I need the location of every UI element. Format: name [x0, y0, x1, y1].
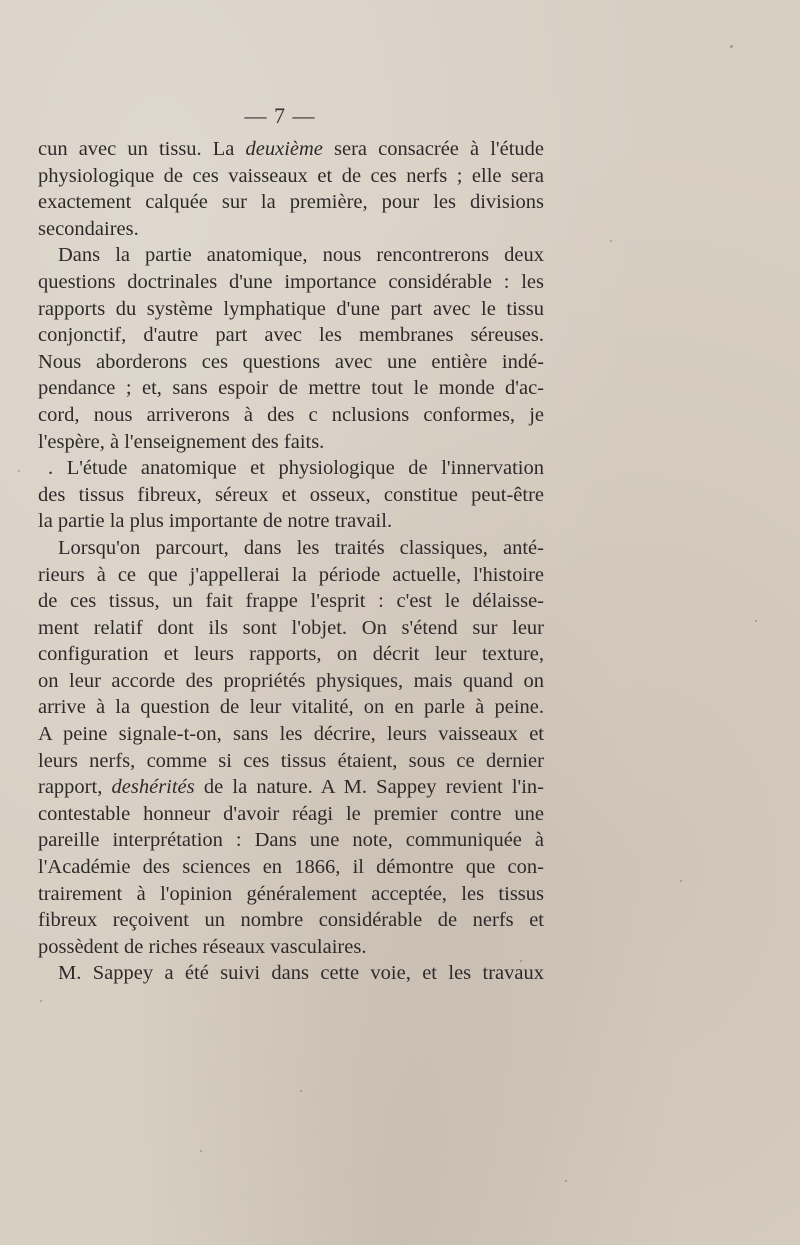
- text-line: [38, 375, 544, 402]
- text-line: [38, 588, 544, 615]
- text-line: [38, 482, 544, 509]
- paper-speck: [18, 470, 20, 472]
- text-line: [38, 641, 544, 668]
- paper-speck: [755, 620, 757, 622]
- text-line: [38, 535, 544, 562]
- paper-speck: [520, 960, 522, 962]
- paper-speck: [40, 1000, 42, 1002]
- text-segment: M. Sappey a été suivi dans cette voie, et les travaux: [58, 962, 544, 985]
- text-segment: sera consacrée à l'étude: [322, 138, 544, 160]
- text-segment: ment relatif dont ils sont l'objet. On s'étend sur leur: [38, 616, 544, 639]
- paper-speck: [730, 45, 733, 48]
- text-segment: l'Académie des sciences en 1866, il démontre que con-: [38, 856, 544, 879]
- text-segment: pareille interprétation : Dans une note, communiquée à: [38, 829, 544, 852]
- text-line: [38, 907, 544, 934]
- text-line: [38, 854, 544, 881]
- paper-speck: [680, 880, 682, 882]
- italic-text: deshérités: [111, 776, 195, 799]
- text-line: [38, 189, 544, 216]
- text-line: [38, 322, 544, 349]
- text-segment: configuration et leurs rapports, on décrit leur texture,: [38, 643, 544, 666]
- text-segment: rapports du système lymphatique d'une part avec le tissu: [38, 297, 544, 320]
- text-segment: Dans la partie anatomique, nous rencontrerons deux: [58, 244, 544, 267]
- text-segment: arrive à la question de leur vitalité, on en parle à peine.: [38, 696, 544, 719]
- paper-speck: [300, 1090, 302, 1092]
- text-segment: . L'étude anatomique et physiologique de l'innervation: [48, 457, 544, 480]
- text-segment: contestable honneur d'avoir réagi le premier contre une: [38, 802, 544, 825]
- text-segment: pendance ; et, sans espoir de mettre tout le monde d'ac-: [38, 377, 544, 400]
- text-segment: Lorsqu'on parcourt, dans les traités classiques, anté-: [58, 536, 544, 559]
- text-segment: rieurs à ce que j'appellerai la période actuelle, l'histoire: [38, 563, 544, 586]
- text-line: [38, 615, 544, 642]
- text-segment: l'espère, à l'enseignement des faits.: [38, 430, 325, 453]
- text-line: [38, 136, 544, 163]
- text-segment: possèdent de riches réseaux vasculaires.: [38, 935, 367, 958]
- text-line: [38, 508, 544, 535]
- text-line: [38, 349, 544, 376]
- text-line: [38, 668, 544, 695]
- text-segment: cord, nous arriverons à des c nclusions conformes, je: [38, 403, 544, 426]
- text-line: [38, 774, 544, 801]
- body-text: [38, 136, 544, 987]
- text-line: [38, 562, 544, 589]
- text-line: [38, 934, 544, 961]
- text-segment: la partie la plus importante de notre travail.: [38, 510, 393, 533]
- text-line: [38, 269, 544, 296]
- text-line: [38, 455, 544, 482]
- text-segment: conjonctif, d'autre part avec les membranes séreuses.: [38, 324, 544, 347]
- text-line: [38, 801, 544, 828]
- text-line: [38, 216, 544, 243]
- text-line: [38, 163, 544, 190]
- page-number: — 7 —: [244, 103, 316, 128]
- text-segment: des tissus fibreux, séreux et osseux, constitue peut-être: [38, 483, 544, 506]
- text-line: [38, 402, 544, 429]
- text-segment: physiologique de ces vaisseaux et de ces nerfs ; elle sera: [38, 164, 544, 187]
- paper-speck: [610, 240, 612, 242]
- text-line: [38, 721, 544, 748]
- text-segment: trairement à l'opinion généralement acceptée, les tissus: [38, 882, 544, 905]
- text-line: [38, 748, 544, 775]
- text-line: [38, 960, 544, 987]
- text-line: [38, 429, 544, 456]
- text-line: [38, 881, 544, 908]
- text-segment: fibreux reçoivent un nombre considérable de nerfs et: [38, 909, 544, 932]
- italic-text: deuxième: [245, 138, 323, 160]
- text-segment: A peine signale-t-on, sans les décrire, leurs vaisseaux et: [38, 723, 544, 746]
- text-line: [38, 827, 544, 854]
- paper-speck: [200, 1150, 202, 1152]
- text-segment: cun avec un tissu. La: [38, 138, 246, 160]
- text-segment: Nous aborderons ces questions avec une entière indé-: [38, 350, 544, 373]
- paper-speck: [565, 1180, 567, 1182]
- text-segment: rapport,: [38, 776, 112, 799]
- text-segment: secondaires.: [38, 217, 139, 240]
- text-segment: de ces tissus, un fait frappe l'esprit : c'est le délaisse-: [38, 590, 544, 613]
- text-line: [38, 242, 544, 269]
- text-line: [38, 296, 544, 323]
- text-segment: questions doctrinales d'une importance considérable : les: [38, 270, 544, 293]
- text-segment: de la nature. A M. Sappey revient l'in-: [194, 776, 544, 799]
- text-segment: exactement calquée sur la première, pour les divisions: [38, 191, 544, 214]
- text-segment: on leur accorde des propriétés physiques, mais quand on: [38, 669, 544, 692]
- text-line: [38, 694, 544, 721]
- text-segment: leurs nerfs, comme si ces tissus étaient, sous ce dernier: [38, 749, 544, 772]
